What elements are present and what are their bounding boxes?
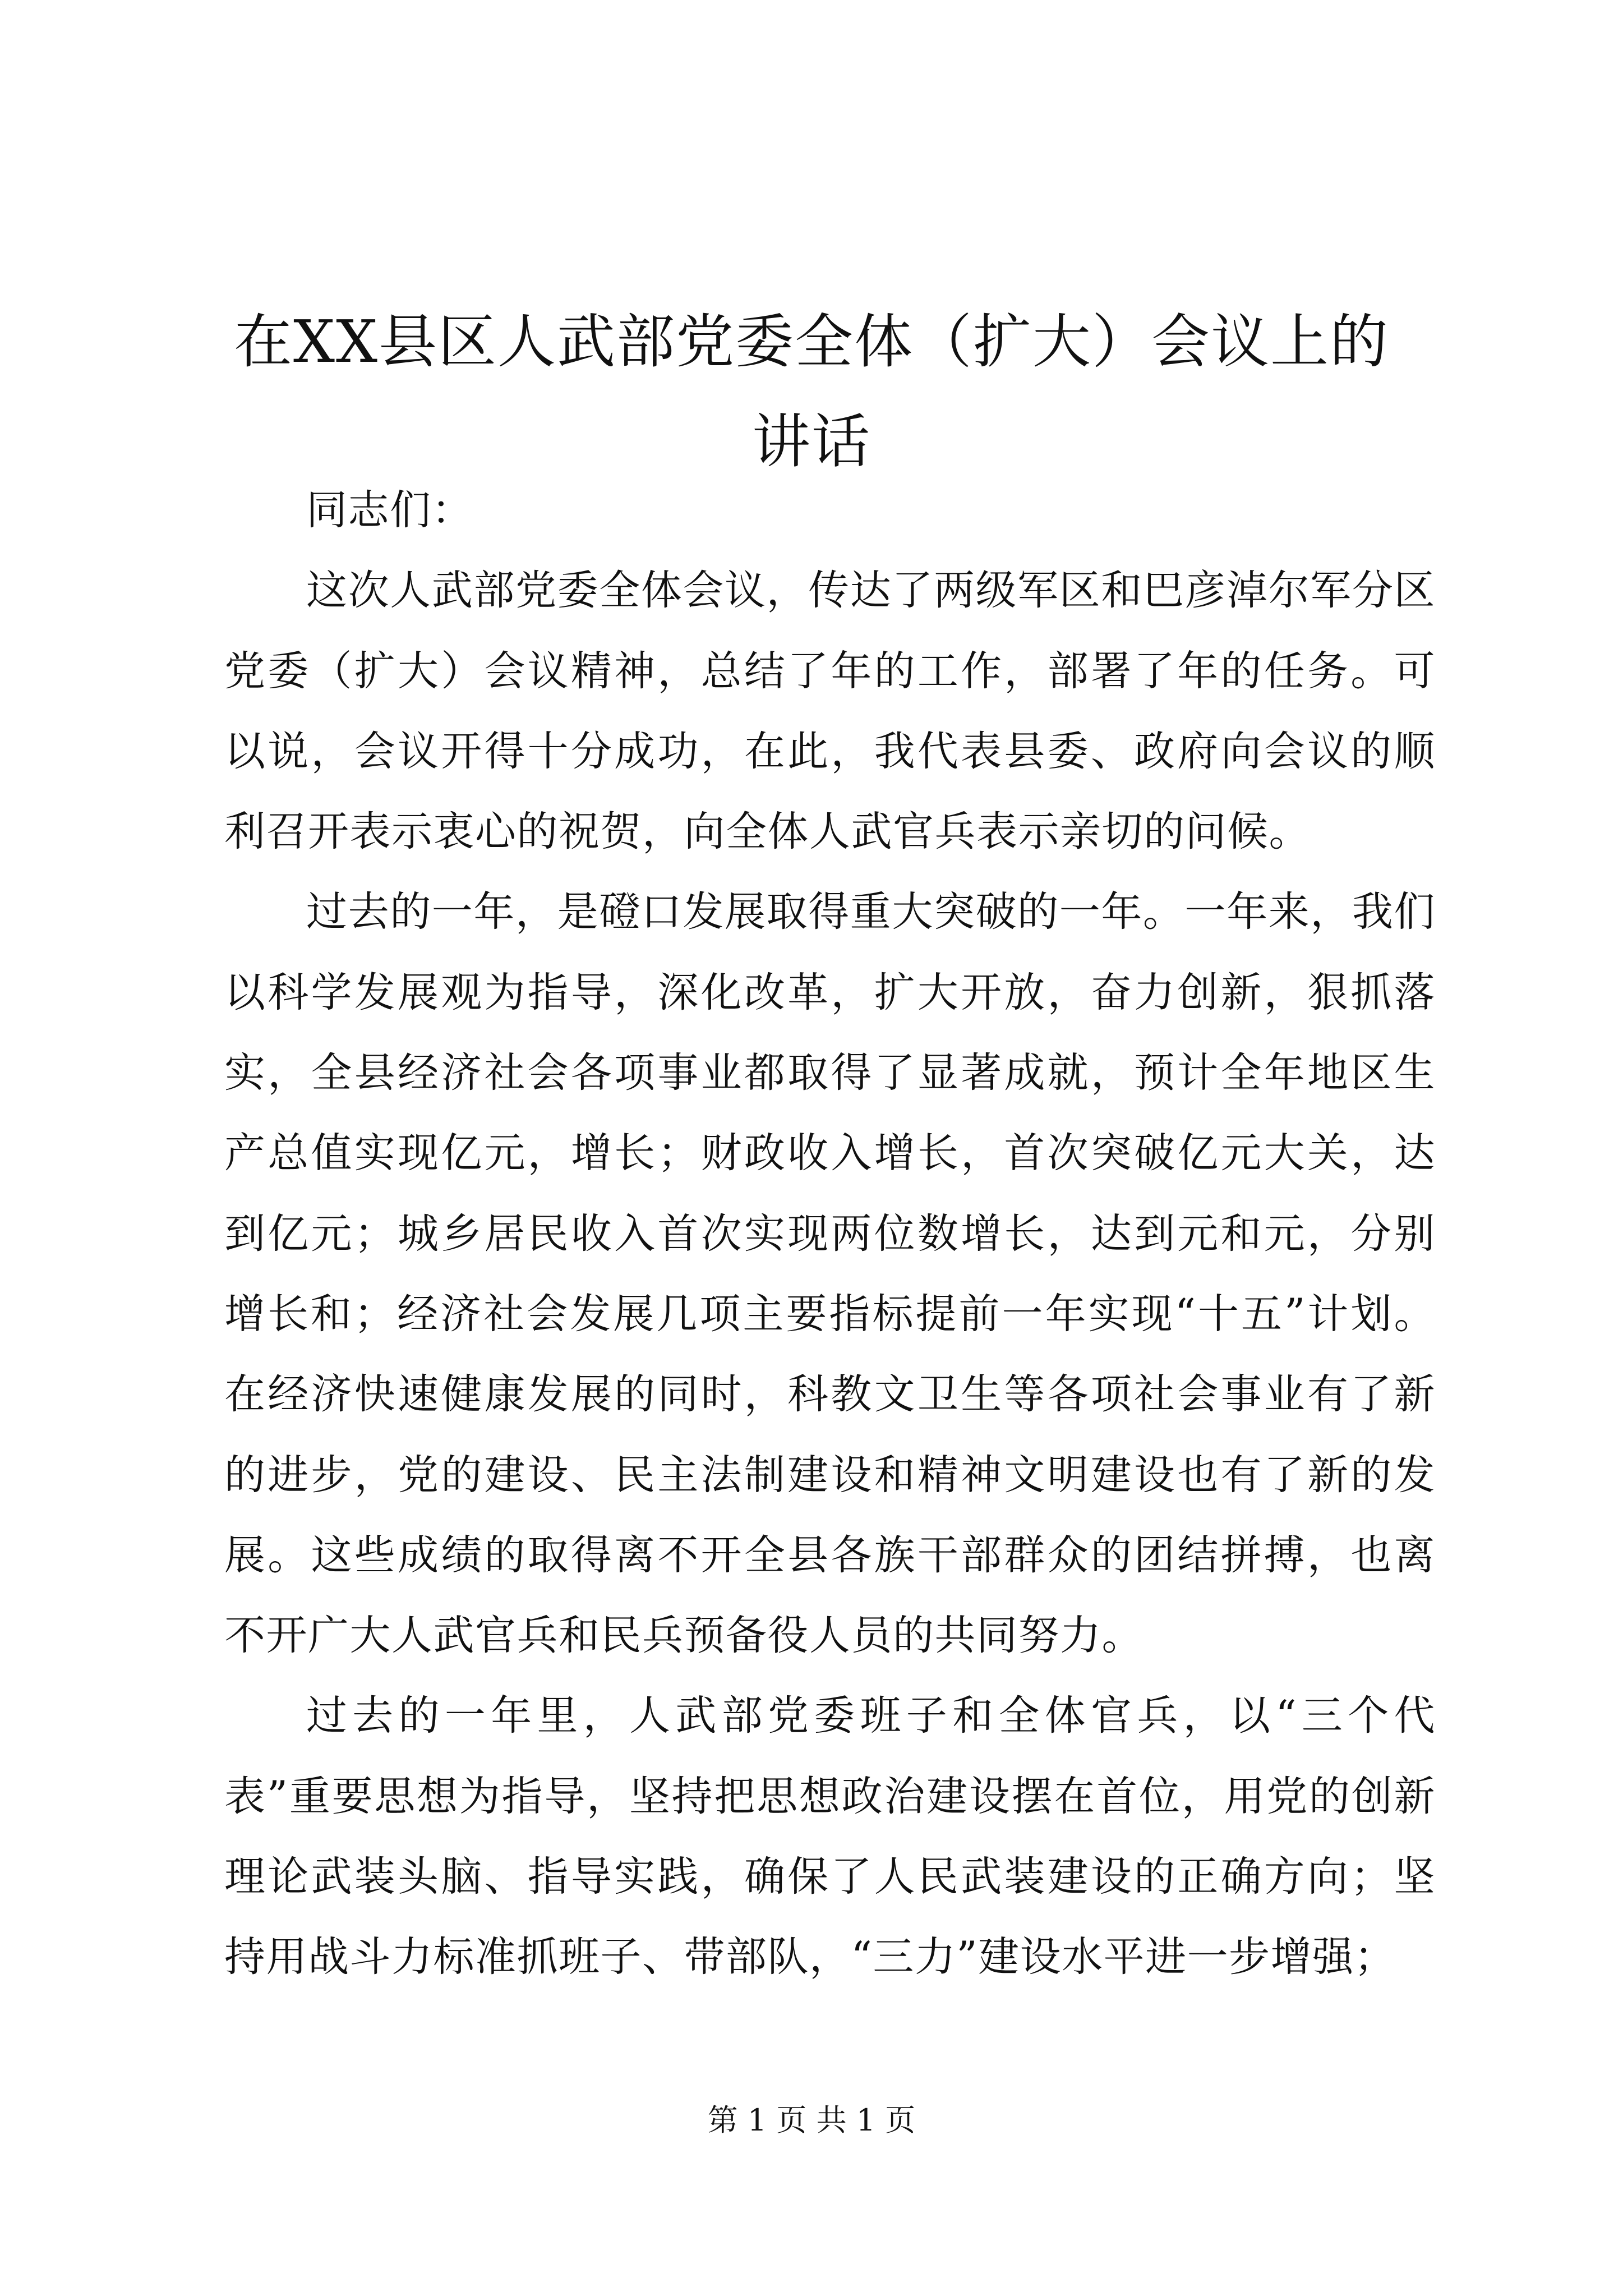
document-title: 在XX县区人武部党委全体（扩大）会议上的讲话	[233, 307, 1390, 476]
salutation-paragraph: 同志们：	[306, 486, 473, 534]
body-paragraph: 这次人武部党委全体会议，传达了两级军区和巴彦淖尔军分区党委（扩大）会议精神，总结了年的工作，部署了年的任务。可以说，会议开得十分成功，在此，我代表县委、政府向会议的顺利召开表示衷心的祝贺，向全体人武官兵表示亲切的问候。	[224, 567, 1436, 856]
body-paragraph: 过去的一年里，人武部党委班子和全体官兵，以“三个代表”重要思想为指导，坚持把思想政治建设摆在首位，用党的创新理论武装头脑、指导实践，确保了人民武装建设的正确方向；坚持用战斗力标准抓班子、带部队，“三力”建设水平进一步增强；	[224, 1692, 1436, 1981]
document-body	[224, 470, 1436, 1998]
body-paragraph: 过去的一年，是磴口发展取得重大突破的一年。一年来，我们以科学发展观为指导，深化改革，扩大开放，奋力创新，狠抓落实，全县经济社会各项事业都取得了显著成就，预计全年地区生产总值实现亿元，增长；财政收入增长，首次突破亿元大关，达到亿元；城乡居民收入首次实现两位数增长，达到元和元，分别增长和；经济社会发展几项主要指标提前一年实现“十五”计划。在经济快速健康发展的同时，科教文卫生等各项社会事业有了新的进步，党的建设、民主法制建设和精神文明建设也有了新的发展。这些成绩的取得离不开全县各族干部群众的团结拼搏，也离不开广大人武官兵和民兵预备役人员的共同努力。	[224, 888, 1436, 1660]
page-number-footer: 第 1 页 共 1 页	[707, 2102, 916, 2138]
